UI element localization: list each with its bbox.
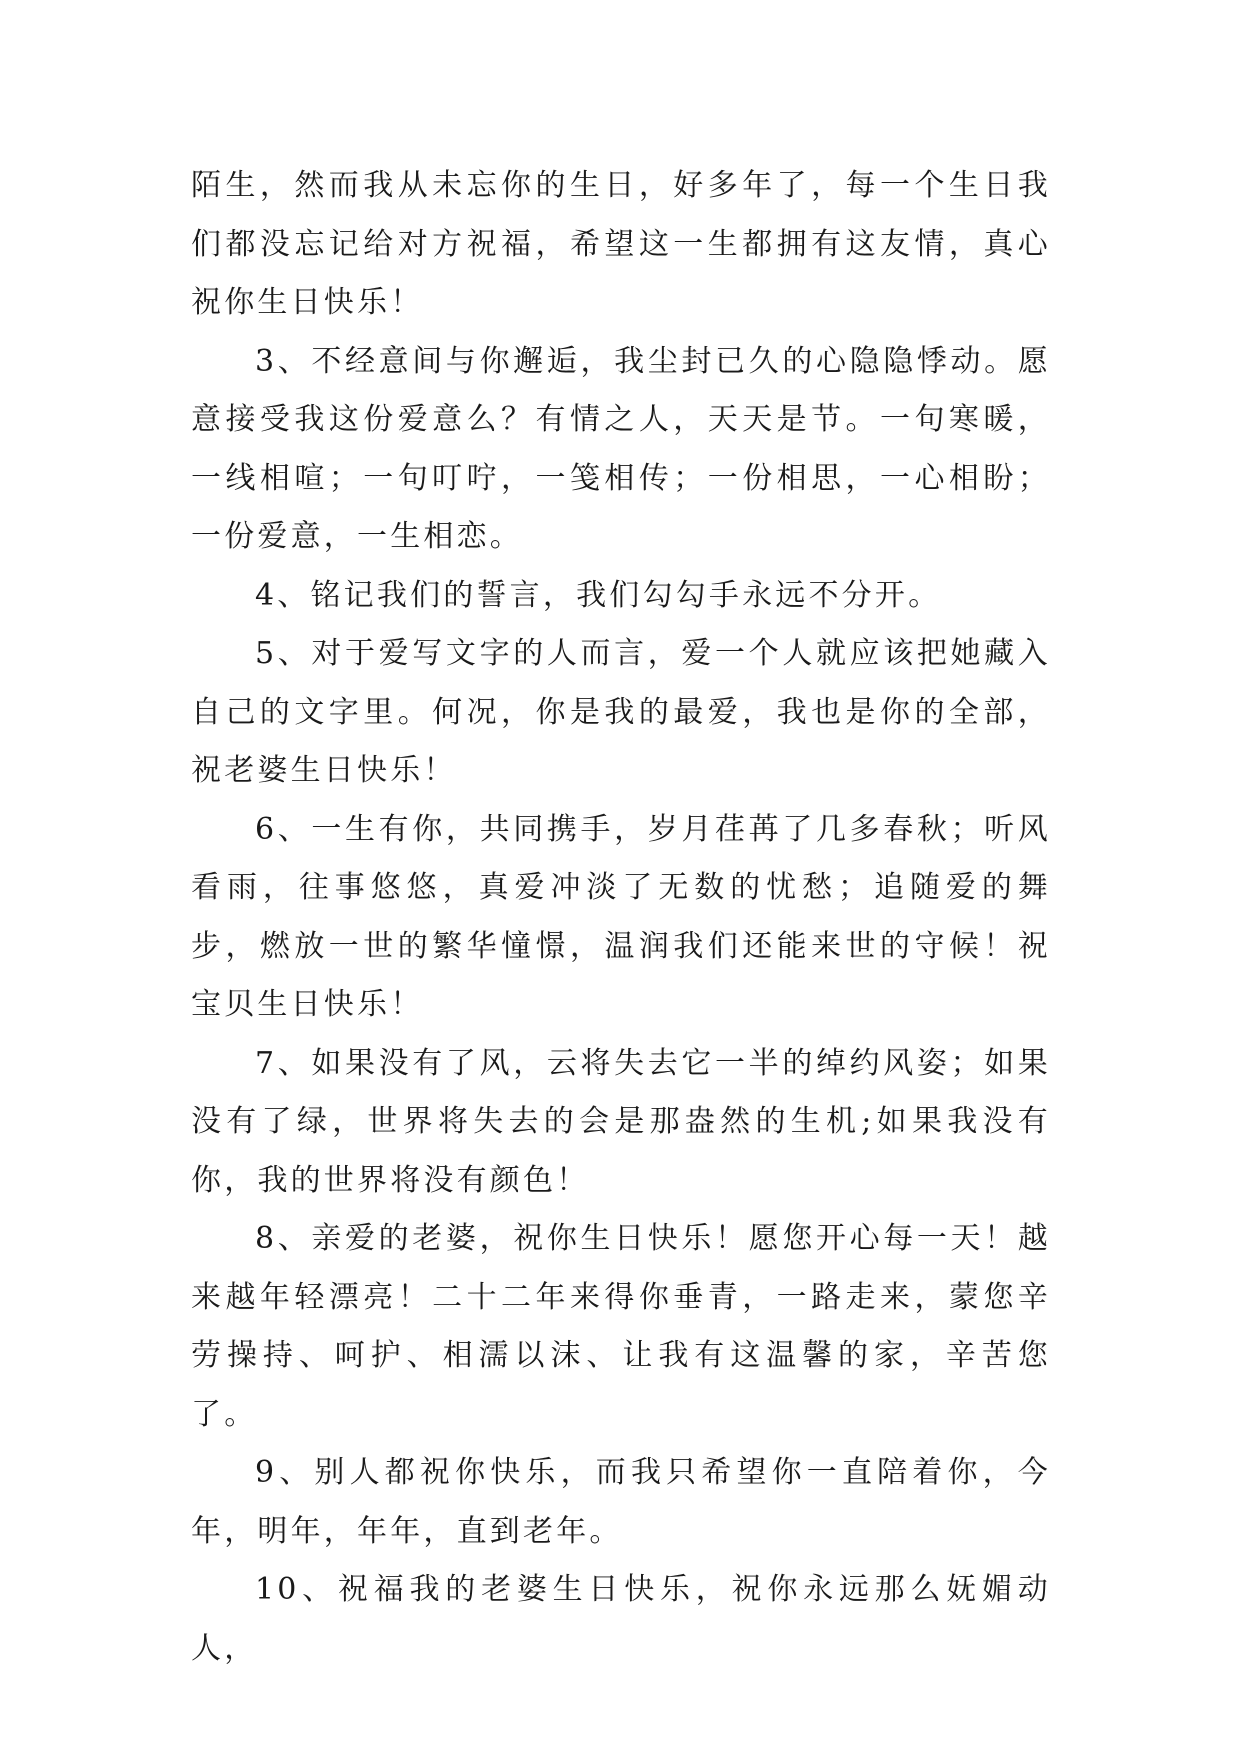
paragraph-item-7: 7、如果没有了风，云将失去它一半的绰约风姿；如果没有了绿，世界将失去的会是那盎然的生机;如果我没有你，我的世界将没有颜色！ bbox=[191, 1045, 1051, 1198]
paragraph-item-9: 9、别人都祝你快乐，而我只希望你一直陪着你，今年，明年，年年，直到老年。 bbox=[191, 1455, 1051, 1549]
paragraph-item-10: 10、祝福我的老婆生日快乐，祝你永远那么妩媚动人， bbox=[191, 1572, 1051, 1666]
paragraph-item-3: 3、不经意间与你邂逅，我尘封已久的心隐隐悸动。愿意接受我这份爱意么？有情之人，天天是节。一句寒暖，一线相喧；一句叮咛，一笺相传；一份相思，一心相盼；一份爱意，一生相恋。 bbox=[191, 343, 1051, 554]
paragraph-item-8: 8、亲爱的老婆，祝你生日快乐！愿您开心每一天！越来越年轻漂亮！二十二年来得你垂青，一路走来，蒙您辛劳操持、呵护、相濡以沫、让我有这温馨的家，辛苦您了。 bbox=[191, 1221, 1051, 1432]
paragraph-item-6: 6、一生有你，共同携手，岁月荏苒了几多春秋；听风看雨，往事悠悠，真爱冲淡了无数的忧愁；追随爱的舞步，燃放一世的繁华憧憬，温润我们还能来世的守候！祝宝贝生日快乐！ bbox=[191, 811, 1051, 1022]
document-body bbox=[191, 157, 1051, 1678]
paragraph-item-4: 4、铭记我们的誓言，我们勾勾手永远不分开。 bbox=[255, 577, 942, 613]
paragraph-item-5: 5、对于爱写文字的人而言，爱一个人就应该把她藏入自己的文字里。何况，你是我的最爱，我也是你的全部，祝老婆生日快乐！ bbox=[191, 636, 1051, 788]
paragraph-continuation: 陌生，然而我从未忘你的生日，好多年了，每一个生日我们都没忘记给对方祝福，希望这一生都拥有这友情，真心祝你生日快乐！ bbox=[191, 168, 1051, 320]
